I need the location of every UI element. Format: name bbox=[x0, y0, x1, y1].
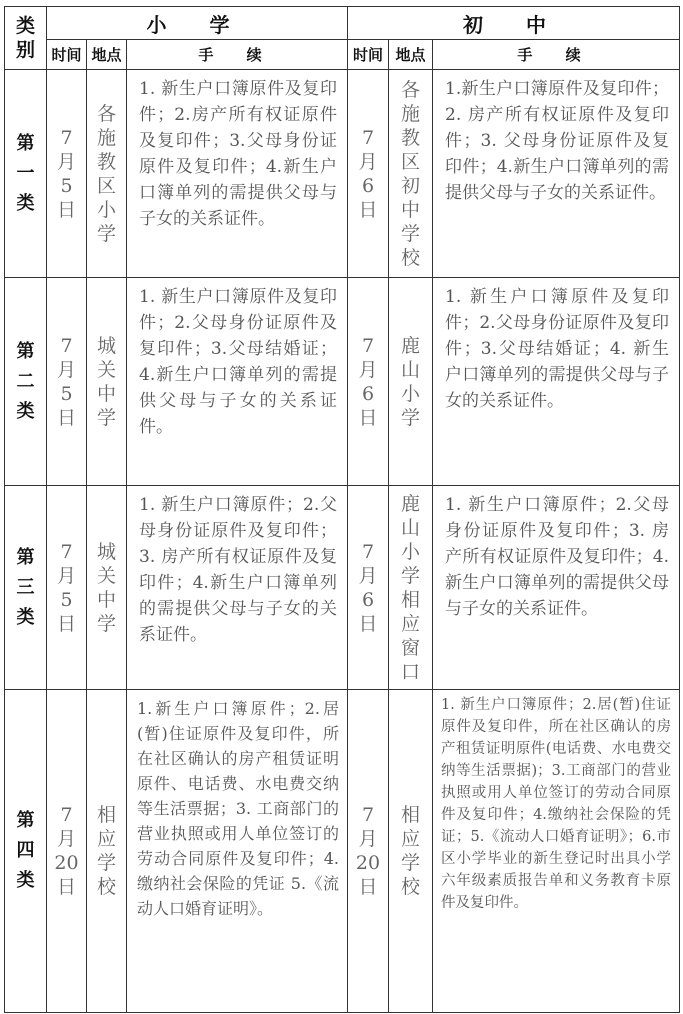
junior-place-header: 地点 bbox=[389, 40, 433, 70]
header-row-sub bbox=[5, 40, 680, 70]
primary-time-cell: 7 月 5 日 bbox=[47, 486, 87, 690]
enrollment-table bbox=[4, 6, 680, 1013]
primary-place-header: 地点 bbox=[87, 40, 127, 70]
primary-time-cell: 7 月 5 日 bbox=[47, 278, 87, 486]
junior-place-cell: 鹿 山 小 学 bbox=[389, 278, 433, 486]
junior-place-cell: 各 施 教 区 初 中 学 校 bbox=[389, 70, 433, 278]
header-row-top bbox=[5, 7, 680, 40]
primary-procedure-cell: 1.新生户口簿原件；2.居(暂)住证原件及复印件，所在社区确认的房产租赁证明原件、电话费、水电费交纳等生活票据；3. 工商部门的营业执照或用人单位签订的劳动合同原件及复印件；4. 缴纳社会保险的凭证 5.《流动人口婚育证明》。 bbox=[127, 690, 348, 1013]
junior-procedure-header: 手 续 bbox=[433, 40, 680, 70]
primary-procedure-cell: 1. 新生户口簿原件；2.父母身份证原件及复印件；3. 房产所有权证原件及复印件；4.新生户口簿单列的需提供父母与子女的关系证件。 bbox=[127, 486, 348, 690]
junior-time-cell: 7 月 20 日 bbox=[348, 690, 389, 1013]
category-header-label: 类 别 bbox=[15, 15, 35, 61]
junior-time-header: 时间 bbox=[348, 40, 389, 70]
junior-time-cell: 7 月 6 日 bbox=[348, 486, 389, 690]
primary-place-cell: 城 关 中 学 bbox=[87, 278, 127, 486]
junior-school-header: 初 中 bbox=[348, 7, 680, 40]
primary-procedure-header: 手 续 bbox=[127, 40, 348, 70]
primary-place-cell: 相 应 学 校 bbox=[87, 690, 127, 1013]
category-cell: 第 二 类 bbox=[5, 278, 47, 486]
primary-time-cell: 7 月 5 日 bbox=[47, 70, 87, 278]
category-header bbox=[5, 7, 47, 70]
junior-procedure-cell: 1. 新生户口簿原件；2.居(暂)住证原件及复印件，所在社区确认的房产租赁证明原件(电话费、水电费交纳等生活票据)；3.工商部门的营业执照或用人单位签订的劳动合同原件及复印件；4.缴纳社会保险的凭证；5.《流动人口婚育证明》；6.市区小学毕业的新生登记时出具小学六年级素质报告单和义务教育卡原件及复印件。 bbox=[433, 690, 680, 1013]
category-cell: 第 四 类 bbox=[5, 690, 47, 1013]
table-row bbox=[5, 70, 680, 278]
junior-procedure-cell: 1. 新生户口簿原件及复印件；2.父母身份证原件及复印件；3.父母结婚证；4. 新生户口簿单列的需提供父母与子女的关系证件。 bbox=[433, 278, 680, 486]
primary-time-header: 时间 bbox=[47, 40, 87, 70]
table-row bbox=[5, 278, 680, 486]
junior-procedure-cell: 1. 新生户口簿原件；2.父母身份证原件及复印件；3. 房产所有权证原件及复印件；4.新生户口簿单列的需提供父母与子女的关系证件。 bbox=[433, 486, 680, 690]
table-row bbox=[5, 690, 680, 1013]
junior-time-cell: 7 月 6 日 bbox=[348, 70, 389, 278]
table-row bbox=[5, 486, 680, 690]
primary-place-cell: 城 关 中 学 bbox=[87, 486, 127, 690]
primary-place-cell: 各 施 教 区 小 学 bbox=[87, 70, 127, 278]
junior-place-cell: 相 应 学 校 bbox=[389, 690, 433, 1013]
category-cell: 第 一 类 bbox=[5, 70, 47, 278]
primary-school-header: 小 学 bbox=[47, 7, 348, 40]
primary-procedure-cell: 1. 新生户口簿原件及复印件；2.房产所有权证原件及复印件；3.父母身份证原件及复印件；4.新生户口簿单列的需提供父母与子女的关系证件。 bbox=[127, 70, 348, 278]
category-cell: 第 三 类 bbox=[5, 486, 47, 690]
primary-time-cell: 7 月 20 日 bbox=[47, 690, 87, 1013]
junior-place-cell: 鹿 山 小 学 相 应 窗 口 bbox=[389, 486, 433, 690]
junior-time-cell: 7 月 6 日 bbox=[348, 278, 389, 486]
primary-procedure-cell: 1. 新生户口簿原件及复印件；2.父母身份证原件及复印件；3.父母结婚证；4.新生户口簿单列的需提供父母与子女的关系证件。 bbox=[127, 278, 348, 486]
junior-procedure-cell: 1.新生户口簿原件及复印件；2. 房产所有权证原件及复印件；3. 父母身份证原件及复印件；4.新生户口簿单列的需提供父母与子女的关系证件。 bbox=[433, 70, 680, 278]
